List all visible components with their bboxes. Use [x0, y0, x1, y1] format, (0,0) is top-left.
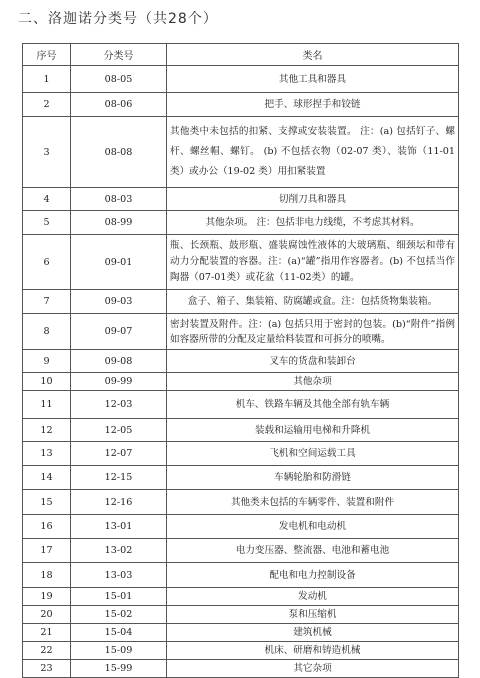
- table-row: [23, 419, 459, 442]
- row-no: 13: [23, 442, 71, 466]
- row-name: 瓶、长颈瓶、鼓形瓶、盛装腐蚀性液体的大玻璃瓶、细颈坛和带有动力分配装置的容器。注：(a)“罐”指用作容器者。(b) 不包括当作陶器（07-01类）或花盆（11-02类）的罐。: [167, 235, 459, 290]
- row-name: 装载和运输用电梯和升降机: [167, 419, 459, 442]
- table-row: [23, 314, 459, 350]
- table-row: [23, 466, 459, 490]
- row-no: 12: [23, 419, 71, 442]
- row-no: 6: [23, 235, 71, 290]
- table-row: [23, 373, 459, 391]
- row-code: 08-03: [71, 188, 167, 211]
- row-name: 配电和电力控制设备: [167, 563, 459, 588]
- table-row: [23, 188, 459, 211]
- row-name: 其他工具和器具: [167, 66, 459, 93]
- table-row: [23, 642, 459, 660]
- row-name: 机车、铁路车辆及其他全部有轨车辆: [167, 391, 459, 419]
- row-code: 08-05: [71, 66, 167, 93]
- row-name: 叉车的货盘和装卸台: [167, 350, 459, 373]
- header-name: 类名: [167, 44, 459, 66]
- row-no: 23: [23, 660, 71, 678]
- row-name: 盒子、箱子、集装箱、防腐罐或盒。注：包括货物集装箱。: [167, 290, 459, 314]
- row-code: 09-08: [71, 350, 167, 373]
- row-code: 12-05: [71, 419, 167, 442]
- row-code: 13-01: [71, 515, 167, 539]
- table-row: [23, 211, 459, 235]
- row-code: 15-04: [71, 624, 167, 642]
- header-no: 序号: [23, 44, 71, 66]
- row-code: 08-06: [71, 93, 167, 117]
- table-row: [23, 117, 459, 188]
- row-name: 其他杂项: [167, 373, 459, 391]
- row-code: 12-15: [71, 466, 167, 490]
- row-code: 13-02: [71, 539, 167, 563]
- row-name: 切削刀具和器具: [167, 188, 459, 211]
- row-no: 7: [23, 290, 71, 314]
- row-no: 15: [23, 490, 71, 515]
- row-no: 4: [23, 188, 71, 211]
- row-no: 16: [23, 515, 71, 539]
- table-header-row: [23, 44, 459, 66]
- row-no: 14: [23, 466, 71, 490]
- row-name: 发电机和电动机: [167, 515, 459, 539]
- table-row: [23, 624, 459, 642]
- row-no: 20: [23, 606, 71, 624]
- row-code: 09-03: [71, 290, 167, 314]
- row-no: 2: [23, 93, 71, 117]
- row-no: 9: [23, 350, 71, 373]
- row-name: 发动机: [167, 588, 459, 606]
- table-row: [23, 606, 459, 624]
- table-row: [23, 442, 459, 466]
- row-code: 12-16: [71, 490, 167, 515]
- row-no: 22: [23, 642, 71, 660]
- row-name: 泵和压缩机: [167, 606, 459, 624]
- row-code: 15-01: [71, 588, 167, 606]
- section-heading: 二、洛迦诺分类号（共28个）: [18, 11, 218, 27]
- row-code: 15-99: [71, 660, 167, 678]
- row-no: 19: [23, 588, 71, 606]
- table-row: [23, 490, 459, 515]
- row-code: 12-03: [71, 391, 167, 419]
- table-row: [23, 391, 459, 419]
- row-code: 08-08: [71, 117, 167, 188]
- row-no: 1: [23, 66, 71, 93]
- row-name: 其他杂项。 注：包括非电力线缆，不考虑其材料。: [167, 211, 459, 235]
- row-no: 10: [23, 373, 71, 391]
- row-name: 车辆轮胎和防滑链: [167, 466, 459, 490]
- row-name: 电力变压器、整流器、电池和蓄电池: [167, 539, 459, 563]
- row-code: 09-99: [71, 373, 167, 391]
- row-code: 08-99: [71, 211, 167, 235]
- table-row: [23, 93, 459, 117]
- row-name: 其他类未包括的车辆零件、装置和附件: [167, 490, 459, 515]
- row-name: 把手、球形捏手和铰链: [167, 93, 459, 117]
- row-no: 5: [23, 211, 71, 235]
- row-name: 建筑机械: [167, 624, 459, 642]
- row-no: 21: [23, 624, 71, 642]
- row-name: 飞机和空间运载工具: [167, 442, 459, 466]
- row-no: 18: [23, 563, 71, 588]
- row-name: 密封装置及附件。注：(a) 包括只用于密封的包装。(b)“附件”指例如容器所带的分配及定量给料装置和可拆分的喷嘴。: [167, 314, 459, 350]
- table-row: [23, 66, 459, 93]
- table-row: [23, 539, 459, 563]
- row-code: 15-09: [71, 642, 167, 660]
- row-name: 其它杂项: [167, 660, 459, 678]
- table-row: [23, 290, 459, 314]
- table-row: [23, 350, 459, 373]
- table-row: [23, 235, 459, 290]
- row-no: 17: [23, 539, 71, 563]
- row-code: 09-01: [71, 235, 167, 290]
- table-row: [23, 660, 459, 678]
- table-row: [23, 588, 459, 606]
- row-code: 13-03: [71, 563, 167, 588]
- row-name: 机床、研磨和铸造机械: [167, 642, 459, 660]
- table-row: [23, 563, 459, 588]
- row-code: 15-02: [71, 606, 167, 624]
- classification-table: [22, 43, 459, 678]
- row-no: 11: [23, 391, 71, 419]
- row-code: 09-07: [71, 314, 167, 350]
- row-code: 12-07: [71, 442, 167, 466]
- table-row: [23, 515, 459, 539]
- header-code: 分类号: [71, 44, 167, 66]
- row-no: 8: [23, 314, 71, 350]
- row-name: 其他类中未包括的扣紧、支撑或安装装置。 注：(a) 包括钉子、螺杆、螺丝帽、螺钉。 (b) 不包括衣物（02-07 类）、装饰（11-01 类）或办公（19-02 类）用扣紧装置: [167, 117, 459, 188]
- row-no: 3: [23, 117, 71, 188]
